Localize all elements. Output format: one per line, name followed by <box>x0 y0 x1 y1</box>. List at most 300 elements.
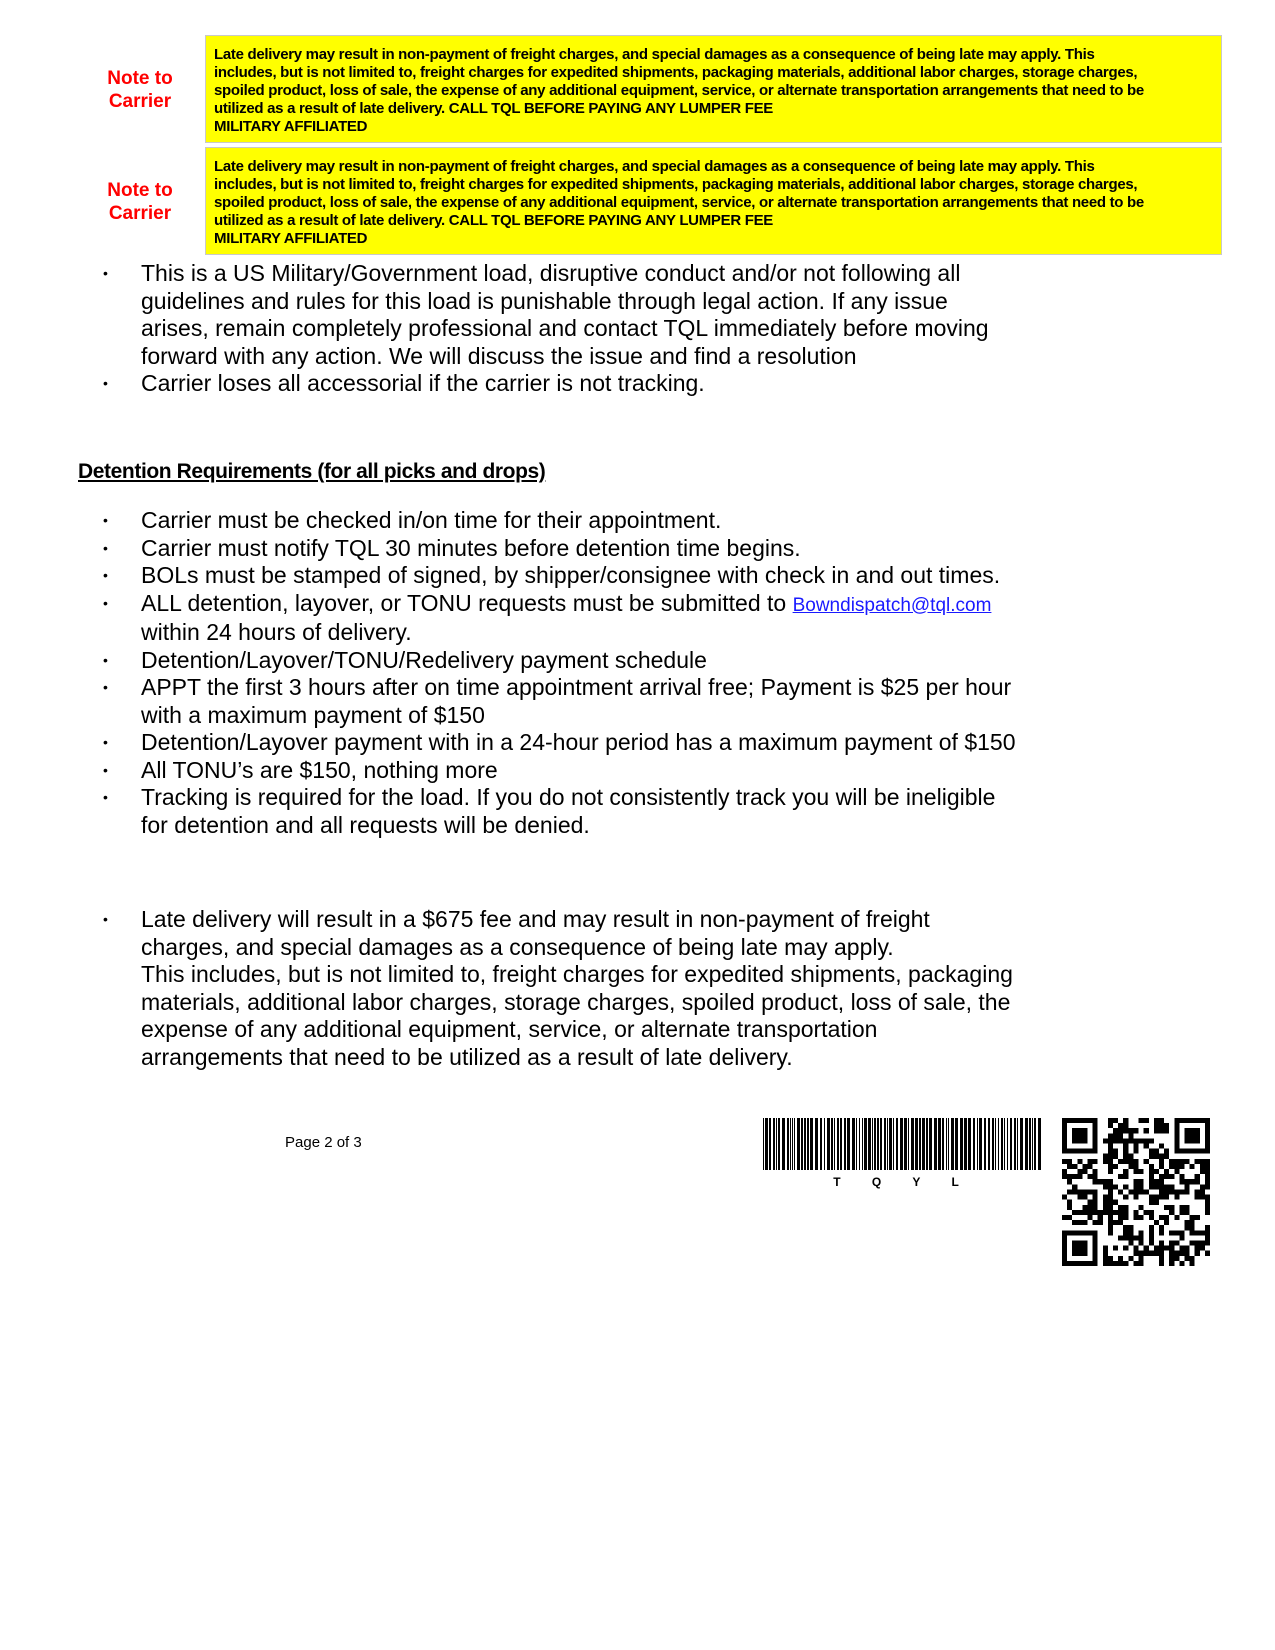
qr-module <box>1093 1133 1098 1138</box>
barcode-bar <box>908 1118 909 1170</box>
qr-module <box>1195 1251 1200 1256</box>
barcode-bar <box>1017 1118 1018 1170</box>
qr-module <box>1190 1149 1195 1154</box>
qr-module <box>1093 1261 1098 1266</box>
bullet-line: within 24 hours of delivery. <box>141 619 412 645</box>
qr-module <box>1179 1235 1184 1240</box>
qr-module <box>1088 1230 1093 1235</box>
qr-module <box>1164 1149 1169 1154</box>
qr-module <box>1067 1159 1072 1164</box>
qr-module <box>1159 1123 1164 1128</box>
qr-module <box>1169 1174 1174 1179</box>
qr-module <box>1077 1174 1082 1179</box>
qr-module <box>1200 1149 1205 1154</box>
barcode-bar <box>1032 1118 1033 1170</box>
bullet-line: Late delivery will result in a $675 fee and may result in non-payment of freight <box>141 906 930 932</box>
qr-module <box>1128 1189 1133 1194</box>
qr-module <box>1205 1174 1210 1179</box>
qr-module <box>1149 1179 1154 1184</box>
qr-module <box>1093 1149 1098 1154</box>
qr-module <box>1082 1205 1087 1210</box>
qr-module <box>1062 1118 1067 1123</box>
qr-module <box>1139 1235 1144 1240</box>
qr-module <box>1144 1128 1149 1133</box>
qr-module <box>1072 1189 1077 1194</box>
qr-module <box>1108 1210 1113 1215</box>
qr-module <box>1088 1118 1093 1123</box>
qr-module <box>1159 1225 1164 1230</box>
qr-module <box>1077 1138 1082 1143</box>
qr-module <box>1128 1128 1133 1133</box>
qr-module <box>1133 1215 1138 1220</box>
qr-module <box>1103 1184 1108 1189</box>
qr-module <box>1128 1240 1133 1245</box>
qr-module <box>1067 1205 1072 1210</box>
note-line: Late delivery may result in non-payment of freight charges, and special damages as a consequence of being late may apply. This <box>214 46 1095 63</box>
bullet-line: Carrier must notify TQL 30 minutes before detention time begins. <box>141 534 801 561</box>
qr-module <box>1062 1256 1067 1261</box>
qr-module <box>1108 1205 1113 1210</box>
list-item <box>100 757 1110 785</box>
qr-module <box>1123 1149 1128 1154</box>
qr-module <box>1113 1149 1118 1154</box>
qr-module <box>1164 1195 1169 1200</box>
bullet-line: Carrier must be checked in/on time for their appointment. <box>141 507 722 533</box>
qr-module <box>1190 1128 1195 1133</box>
bullet-line-text: ALL detention, layover, or TONU requests must be submitted to <box>141 589 793 616</box>
qr-module <box>1123 1205 1128 1210</box>
qr-module <box>1077 1195 1082 1200</box>
qr-module <box>1093 1128 1098 1133</box>
qr-module <box>1200 1195 1205 1200</box>
qr-module <box>1093 1235 1098 1240</box>
qr-module <box>1108 1230 1113 1235</box>
barcode-bar <box>765 1118 768 1170</box>
qr-module <box>1164 1169 1169 1174</box>
qr-module <box>1082 1128 1087 1133</box>
qr-module <box>1072 1240 1077 1245</box>
qr-module <box>1139 1251 1144 1256</box>
qr-module <box>1205 1184 1210 1189</box>
barcode-bar <box>1038 1118 1041 1170</box>
qr-module <box>1103 1159 1108 1164</box>
barcode-bar <box>988 1118 990 1170</box>
qr-module <box>1205 1179 1210 1184</box>
qr-module <box>1077 1261 1082 1266</box>
qr-module <box>1139 1184 1144 1189</box>
barcode-bar <box>847 1118 850 1170</box>
qr-module <box>1062 1144 1067 1149</box>
qr-module <box>1062 1133 1067 1138</box>
barcode-bar <box>977 1118 978 1170</box>
qr-module <box>1159 1179 1164 1184</box>
qr-module <box>1072 1118 1077 1123</box>
qr-module <box>1082 1220 1087 1225</box>
qr-module <box>1128 1225 1133 1230</box>
qr-module <box>1123 1174 1128 1179</box>
barcode-bar <box>942 1118 944 1170</box>
bullet-icon: • <box>103 651 108 668</box>
qr-module <box>1072 1210 1077 1215</box>
qr-module <box>1159 1154 1164 1159</box>
qr-module <box>1118 1174 1123 1179</box>
qr-module <box>1133 1138 1138 1143</box>
barcode-bar <box>801 1118 803 1170</box>
list-item <box>100 906 1110 1071</box>
qr-module <box>1128 1159 1133 1164</box>
bullet-line: BOLs must be stamped of signed, by shipper/consignee with check in and out times. <box>141 562 1001 588</box>
qr-module <box>1098 1215 1103 1220</box>
list-item <box>100 507 1110 535</box>
qr-module <box>1179 1179 1184 1184</box>
qr-module <box>1184 1128 1189 1133</box>
qr-module <box>1195 1159 1200 1164</box>
barcode-bar <box>973 1118 975 1170</box>
qr-module <box>1113 1220 1118 1225</box>
qr-module <box>1164 1205 1169 1210</box>
barcode-bar <box>960 1118 963 1170</box>
list-item <box>100 729 1110 757</box>
qr-module <box>1108 1220 1113 1225</box>
note-label: Note to Carrier <box>107 180 173 224</box>
qr-module <box>1123 1210 1128 1215</box>
barcode-bar <box>893 1118 894 1170</box>
qr-module <box>1154 1184 1159 1189</box>
qr-module <box>1184 1133 1189 1138</box>
qr-module <box>1195 1246 1200 1251</box>
qr-module <box>1190 1179 1195 1184</box>
qr-module <box>1179 1189 1184 1194</box>
qr-module <box>1103 1251 1108 1256</box>
qr-module <box>1123 1138 1128 1143</box>
qr-module <box>1184 1251 1189 1256</box>
barcode-bar <box>782 1118 785 1170</box>
qr-module <box>1072 1261 1077 1266</box>
qr-module <box>1174 1251 1179 1256</box>
barcode-bar <box>792 1118 793 1170</box>
qr-module <box>1149 1149 1154 1154</box>
qr-module <box>1093 1205 1098 1210</box>
qr-module <box>1082 1261 1087 1266</box>
qr-module <box>1174 1256 1179 1261</box>
qr-module <box>1164 1189 1169 1194</box>
qr-module <box>1169 1184 1174 1189</box>
qr-module <box>1108 1256 1113 1261</box>
qr-module <box>1108 1261 1113 1266</box>
qr-module <box>1108 1144 1113 1149</box>
qr-module <box>1108 1225 1113 1230</box>
qr-module <box>1123 1235 1128 1240</box>
barcode-bar <box>815 1118 818 1170</box>
qr-module <box>1103 1261 1108 1266</box>
qr-module <box>1159 1128 1164 1133</box>
bullet-icon: • <box>103 512 108 528</box>
bullet-line: Detention/Layover payment with in a 24-hour period has a maximum payment of $150 <box>141 729 1016 755</box>
qr-module <box>1149 1215 1154 1220</box>
qr-module <box>1123 1246 1128 1251</box>
qr-module <box>1067 1179 1072 1184</box>
qr-module <box>1128 1154 1133 1159</box>
qr-module <box>1144 1251 1149 1256</box>
note-line: MILITARY AFFILIATED <box>214 118 368 135</box>
qr-module <box>1139 1256 1144 1261</box>
bullet-line: forward with any action. We will discuss the issue and find a resolution <box>141 342 857 369</box>
qr-module <box>1154 1149 1159 1154</box>
note-row-2 <box>75 147 1222 255</box>
qr-module <box>1184 1220 1189 1225</box>
qr-module <box>1195 1195 1200 1200</box>
barcode-bar <box>794 1118 795 1170</box>
qr-module <box>1159 1174 1164 1179</box>
qr-module <box>1133 1261 1138 1266</box>
qr-module <box>1128 1133 1133 1138</box>
qr-module <box>1103 1200 1108 1205</box>
bullet-icon: • <box>103 375 108 391</box>
barcode-bar <box>797 1118 800 1170</box>
qr-module <box>1174 1240 1179 1245</box>
qr-module <box>1159 1215 1164 1220</box>
qr-module <box>1159 1144 1164 1149</box>
qr-module <box>1205 1210 1210 1215</box>
qr-module <box>1077 1133 1082 1138</box>
barcode-bar <box>874 1118 876 1170</box>
qr-module <box>1139 1189 1144 1194</box>
barcode-bar <box>951 1118 954 1170</box>
qr-module <box>1093 1138 1098 1143</box>
barcode-bar <box>1007 1118 1008 1170</box>
qr-module <box>1200 1184 1205 1189</box>
qr-module <box>1154 1128 1159 1133</box>
qr-module <box>1159 1256 1164 1261</box>
bullet-icon: • <box>103 567 108 583</box>
qr-module <box>1113 1164 1118 1169</box>
qr-module <box>1082 1210 1087 1215</box>
qr-module <box>1113 1246 1118 1251</box>
barcode-bar <box>769 1118 771 1170</box>
qr-module <box>1184 1225 1189 1230</box>
list-item <box>100 562 1110 590</box>
qr-module <box>1149 1169 1154 1174</box>
qr-module <box>1082 1195 1087 1200</box>
bullet-line: Detention/Layover/TONU/Redelivery payment schedule <box>141 646 707 673</box>
qr-module <box>1154 1220 1159 1225</box>
qr-module <box>1169 1256 1174 1261</box>
qr-module <box>1093 1256 1098 1261</box>
qr-module <box>1128 1235 1133 1240</box>
qr-module <box>1088 1149 1093 1154</box>
qr-module <box>1113 1128 1118 1133</box>
note-text-box <box>205 147 1222 255</box>
qr-code-image <box>1062 1118 1210 1266</box>
qr-module <box>1077 1118 1082 1123</box>
qr-module <box>1159 1189 1164 1194</box>
qr-module <box>1128 1230 1133 1235</box>
qr-module <box>1062 1215 1067 1220</box>
qr-module <box>1139 1138 1144 1143</box>
barcode-bar <box>776 1118 777 1170</box>
note-line: utilized as a result of late delivery. CALL TQL BEFORE PAYING ANY LUMPER FEE <box>214 100 773 117</box>
barcode-bar <box>804 1118 806 1170</box>
qr-module <box>1062 1149 1067 1154</box>
qr-module <box>1190 1261 1195 1266</box>
note-line: includes, but is not limited to, freight charges for expedited shipments, packaging materials, additional labor charges, storage charges, <box>214 176 1138 193</box>
qr-module <box>1164 1215 1169 1220</box>
barcode-bar <box>862 1118 863 1170</box>
qr-module <box>1205 1128 1210 1133</box>
qr-module <box>1164 1174 1169 1179</box>
qr-module <box>1133 1251 1138 1256</box>
qr-module <box>1149 1230 1154 1235</box>
qr-module <box>1174 1149 1179 1154</box>
qr-module <box>1179 1246 1184 1251</box>
qr-module <box>1062 1261 1067 1266</box>
qr-module <box>1093 1189 1098 1194</box>
qr-module <box>1118 1128 1123 1133</box>
qr-module <box>1159 1195 1164 1200</box>
barcode-bar <box>852 1118 855 1170</box>
qr-module <box>1179 1174 1184 1179</box>
qr-module <box>1062 1230 1067 1235</box>
qr-module <box>1149 1174 1154 1179</box>
qr-module <box>1103 1205 1108 1210</box>
qr-module <box>1093 1220 1098 1225</box>
qr-module <box>1205 1235 1210 1240</box>
qr-module <box>1113 1200 1118 1205</box>
qr-module <box>1205 1144 1210 1149</box>
qr-module <box>1174 1164 1179 1169</box>
qr-module <box>1072 1149 1077 1154</box>
qr-module <box>1179 1230 1184 1235</box>
qr-module <box>1195 1179 1200 1184</box>
qr-module <box>1108 1169 1113 1174</box>
qr-module <box>1169 1164 1174 1169</box>
qr-module <box>1133 1144 1138 1149</box>
qr-module <box>1184 1246 1189 1251</box>
barcode-bar <box>998 1118 999 1170</box>
qr-module <box>1093 1251 1098 1256</box>
qr-module <box>1082 1230 1087 1235</box>
qr-module <box>1072 1230 1077 1235</box>
qr-module <box>1108 1133 1113 1138</box>
qr-module <box>1149 1138 1154 1143</box>
qr-module <box>1164 1154 1169 1159</box>
qr-module <box>1077 1251 1082 1256</box>
qr-module <box>1088 1174 1093 1179</box>
qr-module <box>1077 1189 1082 1194</box>
qr-module <box>1072 1138 1077 1143</box>
qr-module <box>1174 1230 1179 1235</box>
qr-module <box>1098 1179 1103 1184</box>
qr-module <box>1139 1205 1144 1210</box>
qr-module <box>1133 1246 1138 1251</box>
qr-module <box>1133 1179 1138 1184</box>
barcode-bar <box>1020 1118 1023 1170</box>
barcode-bar <box>900 1118 903 1170</box>
bullet-icon: • <box>103 539 108 556</box>
barcode-bar <box>1014 1118 1016 1170</box>
qr-module <box>1123 1118 1128 1123</box>
qr-module <box>1108 1195 1113 1200</box>
general-bullet-list <box>100 260 1110 398</box>
qr-module <box>1179 1118 1184 1123</box>
qr-module <box>1164 1128 1169 1133</box>
qr-module <box>1133 1210 1138 1215</box>
qr-module <box>1195 1230 1200 1235</box>
notes-to-carrier <box>75 35 1222 259</box>
qr-module <box>1195 1240 1200 1245</box>
bullet-icon: • <box>103 789 108 805</box>
late-delivery-bullet-list <box>100 906 1110 1071</box>
barcode-bar <box>929 1118 932 1170</box>
qr-module <box>1200 1246 1205 1251</box>
barcode-bar <box>856 1118 857 1170</box>
qr-module <box>1103 1246 1108 1251</box>
qr-module <box>1098 1220 1103 1225</box>
barcode-bar <box>840 1118 842 1170</box>
qr-module <box>1190 1256 1195 1261</box>
detention-bullet-list <box>100 507 1110 839</box>
qr-module <box>1093 1144 1098 1149</box>
qr-module <box>1088 1210 1093 1215</box>
qr-module <box>1123 1195 1128 1200</box>
bullet-icon: • <box>103 734 108 750</box>
list-item <box>100 260 1110 370</box>
qr-module <box>1113 1184 1118 1189</box>
qr-module <box>1123 1215 1128 1220</box>
list-item <box>100 674 1110 729</box>
qr-module <box>1200 1169 1205 1174</box>
qr-module <box>1077 1230 1082 1235</box>
qr-module <box>1205 1138 1210 1143</box>
qr-module <box>1139 1118 1144 1123</box>
qr-module <box>1195 1118 1200 1123</box>
qr-module <box>1149 1154 1154 1159</box>
qr-module <box>1154 1251 1159 1256</box>
qr-module <box>1133 1159 1138 1164</box>
qr-module <box>1067 1200 1072 1205</box>
qr-module <box>1139 1169 1144 1174</box>
qr-module <box>1088 1261 1093 1266</box>
qr-module <box>1093 1210 1098 1215</box>
barcode-bar <box>787 1118 789 1170</box>
qr-module <box>1144 1118 1149 1123</box>
qr-module <box>1103 1154 1108 1159</box>
barcode-bar <box>859 1118 860 1170</box>
qr-module <box>1164 1220 1169 1225</box>
qr-module <box>1133 1128 1138 1133</box>
qr-module <box>1184 1149 1189 1154</box>
barcode-bar <box>915 1118 918 1170</box>
qr-module <box>1159 1230 1164 1235</box>
qr-module <box>1149 1240 1154 1245</box>
barcode-bar <box>911 1118 914 1170</box>
qr-module <box>1093 1174 1098 1179</box>
qr-module <box>1169 1159 1174 1164</box>
barcode-bar <box>1004 1118 1005 1170</box>
qr-module <box>1184 1159 1189 1164</box>
qr-module <box>1077 1128 1082 1133</box>
email-link[interactable]: Bowndispatch@tql.com <box>792 594 992 616</box>
qr-module <box>1123 1225 1128 1230</box>
bullet-line: arises, remain completely professional and contact TQL immediately before moving <box>141 315 989 341</box>
qr-module <box>1139 1179 1144 1184</box>
qr-module <box>1174 1215 1179 1220</box>
qr-module <box>1205 1149 1210 1154</box>
qr-module <box>1169 1240 1174 1245</box>
barcode-bar <box>1034 1118 1036 1170</box>
barcode-bar <box>834 1118 835 1170</box>
qr-module <box>1149 1164 1154 1169</box>
